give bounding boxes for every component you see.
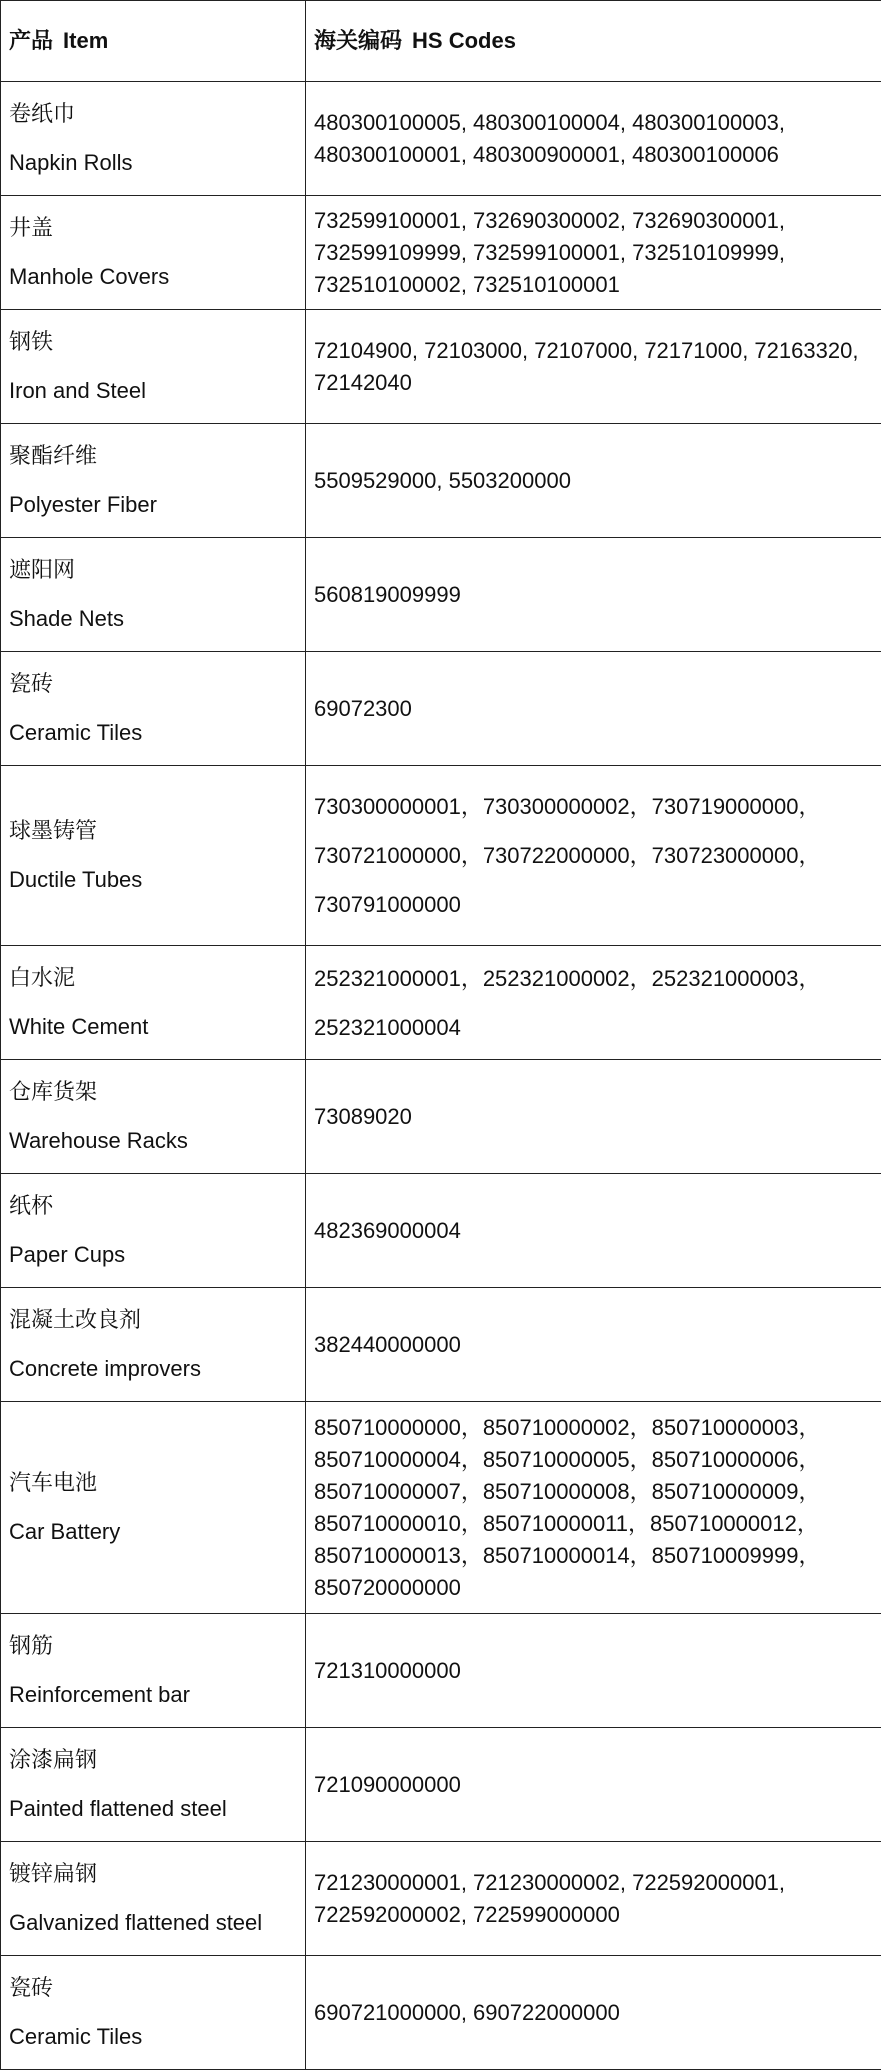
hs-codes-cell: 252321000001，252321000002，252321000003，252321000004 xyxy=(306,946,881,1060)
header-item-en: Item xyxy=(63,28,109,53)
item-cell xyxy=(1,538,306,652)
item-cell xyxy=(1,652,306,766)
table-row xyxy=(1,1288,881,1402)
item-name-en: Napkin Rolls xyxy=(9,150,133,175)
hs-codes-cell: 482369000004 xyxy=(306,1174,881,1288)
item-name-cn: 涂漆扁钢 xyxy=(9,1747,98,1772)
hs-codes-cell: 730300000001，730300000002，730719000000，730721000000，730722000000，730723000000，730791000000 xyxy=(306,766,881,946)
table-row xyxy=(1,1728,881,1842)
item-name-en: Manhole Covers xyxy=(9,264,170,289)
item-name-en: Ceramic Tiles xyxy=(9,720,143,745)
item-cell xyxy=(1,1614,306,1728)
table-row xyxy=(1,82,881,196)
hs-codes-cell: 850710000000，850710000002，850710000003，850710000004，850710000005，850710000006，850710000007，850710000008，850710000009，850710000010，850710000011，850710000012，850710000013，850710000014，850710009999，850720000000 xyxy=(306,1402,881,1614)
hs-codes-cell: 690721000000, 690722000000 xyxy=(306,1956,881,2070)
header-item-cn: 产品 xyxy=(9,28,54,53)
item-name-cn: 汽车电池 xyxy=(9,1470,98,1495)
hs-codes-cell: 480300100005, 480300100004, 480300100003, 480300100001, 480300900001, 480300100006 xyxy=(306,82,881,196)
table-row xyxy=(1,196,881,310)
item-cell xyxy=(1,1728,306,1842)
item-name-en: Shade Nets xyxy=(9,606,124,631)
item-cell xyxy=(1,1402,306,1614)
item-cell xyxy=(1,1956,306,2070)
item-cell xyxy=(1,766,306,946)
item-cell xyxy=(1,82,306,196)
item-name-cn: 钢筋 xyxy=(9,1633,54,1658)
table-row xyxy=(1,1174,881,1288)
table-row xyxy=(1,766,881,946)
item-name-en: Iron and Steel xyxy=(9,378,146,403)
item-name-en: Reinforcement bar xyxy=(9,1682,190,1707)
item-cell xyxy=(1,196,306,310)
item-name-cn: 遮阳网 xyxy=(9,557,76,582)
item-name-cn: 卷纸巾 xyxy=(9,101,76,126)
item-cell xyxy=(1,946,306,1060)
item-name-en: Painted flattened steel xyxy=(9,1796,227,1821)
table-row xyxy=(1,1402,881,1614)
item-name-cn: 瓷砖 xyxy=(9,1975,54,2000)
item-cell xyxy=(1,1842,306,1956)
item-name-cn: 仓库货架 xyxy=(9,1079,98,1104)
table-row xyxy=(1,946,881,1060)
hs-codes-cell: 72104900, 72103000, 72107000, 72171000, 72163320, 72142040 xyxy=(306,310,881,424)
hs-codes-cell: 73089020 xyxy=(306,1060,881,1174)
table-row xyxy=(1,1060,881,1174)
item-name-cn: 井盖 xyxy=(9,215,54,240)
table-row xyxy=(1,1956,881,2070)
hs-codes-cell: 382440000000 xyxy=(306,1288,881,1402)
hs-codes-cell: 5509529000, 5503200000 xyxy=(306,424,881,538)
item-cell xyxy=(1,1174,306,1288)
item-name-en: Paper Cups xyxy=(9,1242,126,1267)
header-codes-en: HS Codes xyxy=(412,28,516,53)
item-name-cn: 聚酯纤维 xyxy=(9,443,98,468)
header-codes-cell xyxy=(306,1,881,82)
item-name-en: Concrete improvers xyxy=(9,1356,201,1381)
item-name-cn: 混凝土改良剂 xyxy=(9,1307,142,1332)
item-cell xyxy=(1,310,306,424)
item-name-cn: 纸杯 xyxy=(9,1193,54,1218)
item-name-cn: 镀锌扁钢 xyxy=(9,1861,98,1886)
item-name-cn: 白水泥 xyxy=(9,965,76,990)
table-row xyxy=(1,652,881,766)
table-row xyxy=(1,310,881,424)
hs-codes-cell: 560819009999 xyxy=(306,538,881,652)
item-cell xyxy=(1,424,306,538)
item-name-en: Galvanized flattened steel xyxy=(9,1910,263,1935)
hs-codes-cell: 721310000000 xyxy=(306,1614,881,1728)
hs-codes-cell: 69072300 xyxy=(306,652,881,766)
table-row xyxy=(1,1842,881,1956)
hs-codes-cell: 721090000000 xyxy=(306,1728,881,1842)
item-name-cn: 瓷砖 xyxy=(9,671,54,696)
item-name-en: Ceramic Tiles xyxy=(9,2024,143,2049)
table-row xyxy=(1,538,881,652)
hs-codes-cell: 732599100001, 732690300002, 732690300001, 732599109999, 732599100001, 732510109999, 732510100002, 732510100001 xyxy=(306,196,881,310)
item-name-en: Car Battery xyxy=(9,1519,121,1544)
header-item-cell xyxy=(1,1,306,82)
item-name-cn: 球墨铸管 xyxy=(9,818,98,843)
table-row xyxy=(1,424,881,538)
item-name-en: Ductile Tubes xyxy=(9,867,143,892)
item-name-en: Polyester Fiber xyxy=(9,492,157,517)
table-header-row xyxy=(1,1,881,82)
item-cell xyxy=(1,1060,306,1174)
hs-codes-cell: 721230000001, 721230000002, 722592000001, 722592000002, 722599000000 xyxy=(306,1842,881,1956)
item-name-cn: 钢铁 xyxy=(9,329,54,354)
item-name-en: Warehouse Racks xyxy=(9,1128,188,1153)
header-codes-cn: 海关编码 xyxy=(314,28,403,53)
item-cell xyxy=(1,1288,306,1402)
item-name-en: White Cement xyxy=(9,1014,149,1039)
table-row xyxy=(1,1614,881,1728)
